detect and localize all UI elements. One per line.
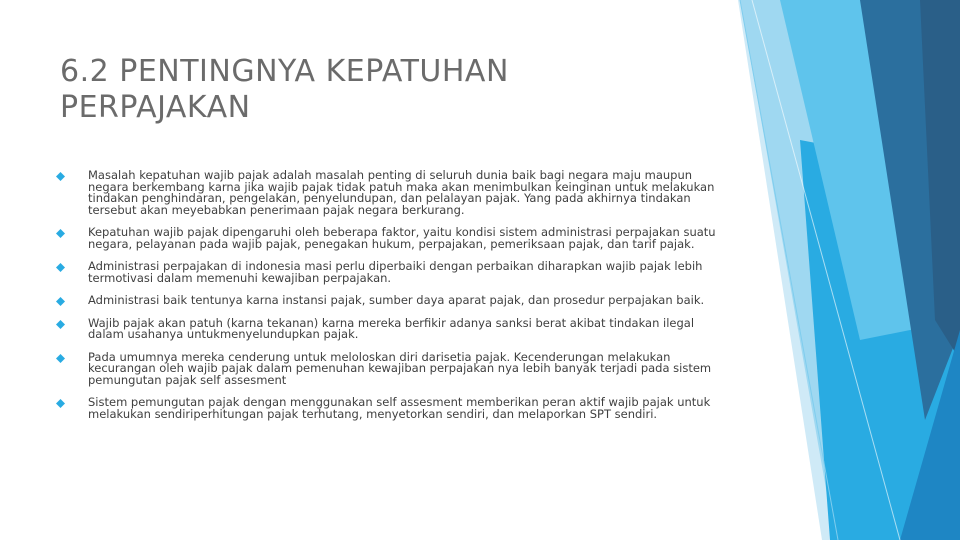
bullet-item [56, 295, 726, 307]
bullet-text: Kepatuhan wajib pajak dipengaruhi oleh beberapa faktor, yaitu kondisi sistem administrasi perpajakan suatu negara, pelayanan pada wajib pajak, penegakan hukum, perpajakan, pemeriksaan pajak, dan tarif pajak. [88, 225, 716, 251]
bullet-text: Sistem pemungutan pajak dengan menggunakan self assesment memberikan peran aktif wajib pajak untuk melakukan sendiriperhitungan pajak terhutang, menyetorkan sendiri, dan melaporkan SPT sendiri. [88, 395, 711, 421]
bullet-item [56, 170, 726, 216]
bullet-item [56, 349, 726, 387]
bullet-text: Pada umumnya mereka cenderung untuk meloloskan diri darisetia pajak. Kecenderungan melakukan kecurangan oleh wajib pajak dalam pemenuhan kewajiban perpajakan nya lebih banyak terjadi pada sistem pemungutan pajak self assesment [88, 349, 712, 387]
bullet-item [56, 315, 726, 341]
bullet-item [56, 397, 726, 420]
diamond-icon [56, 263, 65, 272]
bullet-list [56, 170, 726, 431]
diamond-icon [56, 297, 65, 306]
diamond-icon [56, 354, 65, 363]
bullet-text: Wajib pajak akan patuh (karna tekanan) karna mereka berfikir adanya sanksi berat akibat tindakan ilegal dalam usahanya untukmenyelundupkan pajak. [88, 315, 695, 341]
diamond-icon [56, 172, 65, 181]
bullet-text: Masalah kepatuhan wajib pajak adalah masalah penting di seluruh dunia baik bagi negara maju maupun negara berkembang karna jika wajib pajak tidak patuh maka akan menimbulkan keinginan untuk melakukan tindakan penghindaran, pengelakan, penyelundupan, dan pelalayan pajak. Yang pada akhirnya tindakan tersebut akan meyebabkan penerimaan pajak negara berkurang. [88, 168, 715, 217]
bullet-text: Administrasi baik tentunya karna instansi pajak, sumber daya aparat pajak, dan prosedur perpajakan baik. [88, 293, 705, 307]
bullet-item [56, 261, 726, 284]
bullet-text: Administrasi perpajakan di indonesia masi perlu diperbaiki dengan perbaikan diharapkan wajib pajak lebih termotivasi dalam memenuhi kewajiban perpajakan. [88, 259, 703, 285]
diamond-icon [56, 399, 65, 408]
diamond-icon [56, 229, 65, 238]
diamond-icon [56, 320, 65, 329]
bullet-item [56, 227, 726, 250]
slide-title: 6.2 PENTINGNYA KEPATUHAN PERPAJAKAN [60, 54, 509, 125]
